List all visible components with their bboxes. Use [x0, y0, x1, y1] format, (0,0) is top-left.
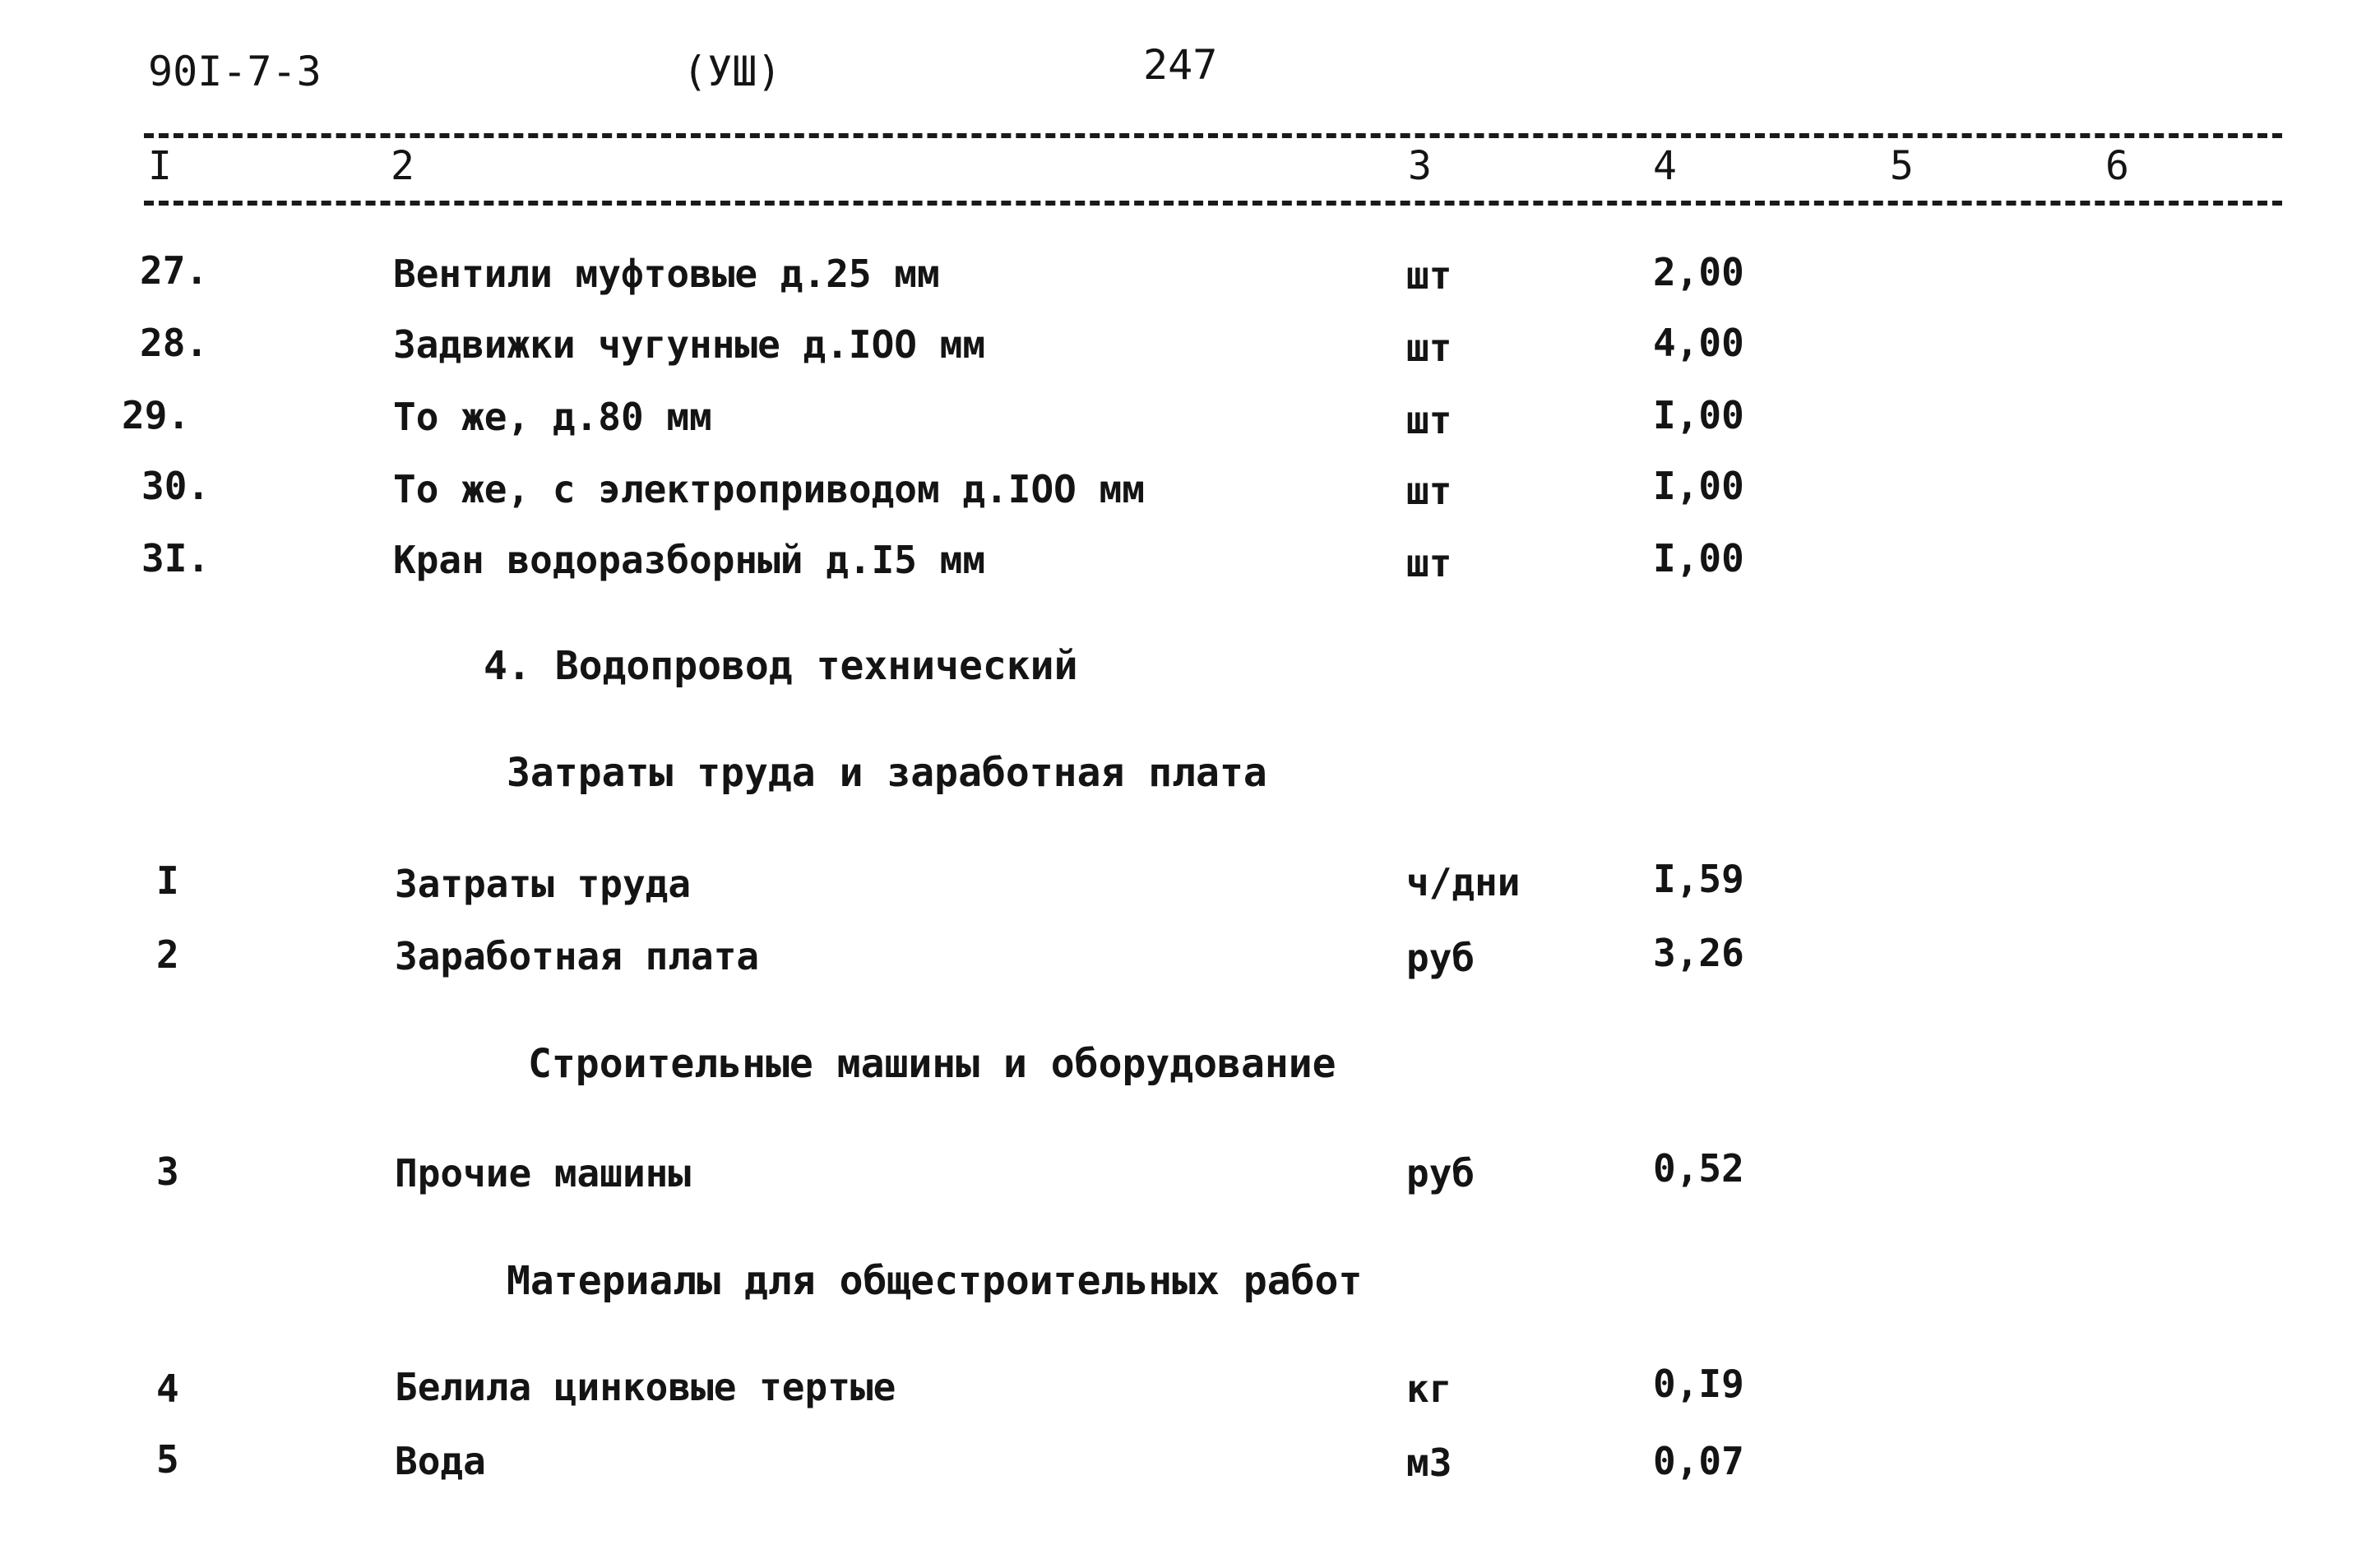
row-name: Прочие машины — [395, 1151, 692, 1196]
column-header-6: 6 — [2105, 143, 2129, 189]
row-value: 4,00 — [1653, 321, 1744, 365]
row-name: Белила цинковые тертые — [395, 1365, 896, 1409]
row-unit: шт — [1406, 326, 1452, 370]
column-header-5: 5 — [1890, 143, 1914, 189]
row-value: 2,00 — [1653, 250, 1744, 294]
subsection-machines-title: Строительные машины и оборудование — [528, 1041, 1336, 1087]
row-name: Вода — [395, 1439, 486, 1483]
row-name: Задвижки чугунные д.IOO мм — [393, 322, 986, 367]
row-number: 2 — [156, 932, 179, 977]
row-unit: руб — [1406, 936, 1475, 980]
row-unit: кг — [1406, 1367, 1452, 1411]
header-top-rule — [144, 133, 2282, 138]
row-value: 0,52 — [1653, 1146, 1744, 1191]
row-number: 4 — [156, 1367, 179, 1411]
row-value: 0,I9 — [1653, 1362, 1744, 1406]
row-name: То же, д.80 мм — [393, 395, 712, 439]
row-value: I,59 — [1653, 857, 1744, 901]
row-number: 27. — [140, 248, 209, 293]
row-number: 3 — [156, 1149, 179, 1194]
row-number: 3I. — [141, 536, 211, 580]
section-title: 4. Водопровод технический — [484, 643, 1078, 689]
column-header-3: 3 — [1408, 143, 1432, 189]
column-header-2: 2 — [391, 143, 414, 189]
row-number: 5 — [156, 1437, 179, 1482]
document-code: 90I-7-3 — [148, 48, 322, 95]
row-number: I — [156, 858, 179, 903]
subsection-materials-title: Материалы для общестроительных работ — [507, 1258, 1363, 1304]
row-value: I,00 — [1653, 536, 1744, 580]
column-header-4: 4 — [1653, 143, 1677, 189]
row-unit: шт — [1406, 469, 1452, 513]
row-unit: ч/дни — [1406, 860, 1521, 904]
row-number: 29. — [122, 393, 191, 437]
row-name: Затраты труда — [395, 862, 692, 906]
row-unit: шт — [1406, 398, 1452, 442]
row-value: 3,26 — [1653, 931, 1744, 975]
row-value: 0,07 — [1653, 1439, 1744, 1483]
row-value: I,00 — [1653, 393, 1744, 437]
volume-label: (УШ) — [683, 48, 782, 95]
row-name: То же, с электроприводом д.IOO мм — [393, 467, 1145, 511]
page-number: 247 — [1143, 41, 1218, 89]
header-bottom-rule — [144, 201, 2282, 206]
row-unit: м3 — [1406, 1441, 1452, 1485]
row-unit: руб — [1406, 1151, 1475, 1196]
row-unit: шт — [1406, 541, 1452, 585]
row-value: I,00 — [1653, 464, 1744, 508]
subsection-labor-title: Затраты труда и заработная плата — [507, 750, 1267, 796]
row-name: Заработная плата — [395, 934, 760, 978]
row-number: 28. — [140, 321, 209, 365]
column-header-1: I — [148, 143, 172, 189]
row-number: 30. — [141, 464, 211, 508]
row-unit: шт — [1406, 253, 1452, 298]
row-name: Кран водоразборный д.I5 мм — [393, 538, 986, 582]
row-name: Вентили муфтовые д.25 мм — [393, 252, 940, 296]
